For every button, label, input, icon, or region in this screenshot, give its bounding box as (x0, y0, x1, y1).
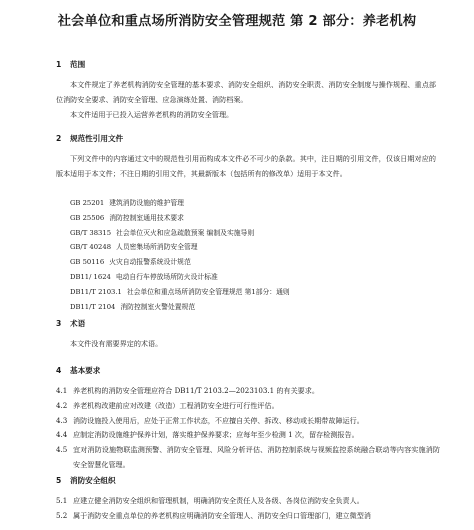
clause-text: 宜对消防设施物联监测预警、消防安全管理、风险分析评估、消防控制系统与视频监控系统融合联动等内容实施消防安全智慧化管理。 (73, 445, 440, 469)
clause-item (56, 399, 440, 414)
scope-paragraph-2: 本文件适用于已投入运营养老机构的消防安全管理。 (70, 110, 234, 119)
clause-item (56, 443, 440, 473)
reference-code: GB/T 40248 (70, 243, 112, 252)
clause-item (56, 428, 440, 443)
clause-number: 5.2 (56, 510, 68, 520)
reference-name: 社会单位和重点场所消防安全管理规范 第1部分：通则 (126, 287, 290, 296)
section-title: 消防安全组织 (70, 476, 116, 485)
scope-paragraph-1: 本文件规定了养老机构消防安全管理的基本要求、消防安全组织、消防安全职责、消防安全制度与操作规程、重点部位消防安全要求、消防安全管理、应急演练处置、消防档案。 (56, 80, 436, 104)
reference-code: DB11/ 1624 (70, 272, 111, 281)
reference-code: DB11/T 2104 (70, 302, 116, 311)
clause-item (56, 494, 440, 509)
reference-name: 社会单位灭火和应急疏散预案 编制及实施导则 (116, 228, 255, 237)
reference-list (70, 196, 290, 314)
section-number: 2 (56, 134, 62, 143)
reference-item (70, 240, 290, 255)
clause-text: 应建立健全消防安全组织和管理机制，明确消防安全责任人及各级、各岗位消防安全负责人。 (73, 496, 364, 505)
reference-item (70, 226, 290, 241)
section-title: 规范性引用文件 (70, 134, 124, 143)
references-intro: 下列文件中的内容通过文中的规范性引用而构成本文件必不可少的条款。其中，注日期的引用文件，仅该日期对应的版本适用于本文件；不注日期的引用文件，其最新版本（包括所有的修改单）适用于本文件。 (56, 154, 436, 178)
reference-name: 建筑消防设施的维护管理 (109, 199, 184, 207)
clause-item (56, 509, 440, 524)
reference-name: 消防控制室通用技术要求 (109, 213, 184, 222)
reference-code: DB11/T 2103.1 (70, 287, 122, 296)
clause-number: 4.3 (56, 415, 68, 425)
reference-code: GB 25506 (70, 213, 105, 222)
reference-item (70, 300, 290, 315)
reference-item (70, 255, 290, 270)
terms-paragraph: 本文件没有需要界定的术语。 (70, 339, 163, 348)
reference-item (70, 285, 290, 300)
section-4-heading (56, 365, 100, 376)
reference-item (70, 196, 290, 211)
section-1-heading (56, 59, 85, 70)
reference-name: 消防控制室火警处置规范 (120, 302, 196, 311)
reference-item (70, 211, 290, 226)
clause-item (56, 384, 440, 399)
reference-code: GB 50116 (70, 258, 105, 267)
clause-text: 应制定消防设施维护保养计划，落实维护保养要求；应每年至少检测 1 次，留存检测报告。 (73, 430, 359, 440)
clause-number: 4.5 (56, 445, 68, 455)
clause-text: 属于消防安全重点单位的养老机构应明确消防安全管理人、消防安全归口管理部门，建立微型消 (73, 510, 371, 520)
section-title: 术语 (70, 319, 86, 328)
reference-code: GB/T 38315 (70, 228, 112, 237)
section-2-heading (56, 133, 123, 144)
section-title: 基本要求 (70, 366, 101, 375)
section-number: 5 (56, 476, 62, 485)
reference-name: 人员密集场所消防安全管理 (116, 243, 198, 252)
clause-item (56, 414, 440, 429)
section-number: 4 (56, 366, 62, 375)
section-number: 3 (56, 319, 62, 328)
section-number: 1 (56, 60, 62, 69)
fire-safety-organization-list (56, 494, 440, 524)
clause-number: 4.4 (56, 430, 68, 440)
basic-requirements-list (56, 384, 440, 473)
clause-text: 养老机构改建前应对改建（改造）工程消防安全进行可行性评估。 (73, 400, 279, 410)
section-title: 范围 (70, 60, 86, 69)
document-title: 社会单位和重点场所消防安全管理规范 第 2 部分：养老机构 (57, 14, 417, 29)
clause-number: 4.2 (56, 400, 68, 410)
clause-number: 5.1 (56, 496, 68, 505)
reference-code: GB 25201 (70, 199, 105, 207)
reference-name: 火灾自动报警系统设计规范 (109, 258, 191, 267)
clause-text: 消防设施投入使用后，应处于正常工作状态，不应擅自关停、拆改、移动或长期带故障运行。 (73, 415, 364, 425)
reference-name: 电动自行车停放场所防火设计标准 (115, 272, 218, 281)
section-5-heading (56, 475, 116, 486)
clause-number: 4.1 (56, 386, 68, 395)
section-3-heading (56, 318, 85, 329)
clause-text: 养老机构的消防安全管理应符合 DB11/T 2103.2—2023103.1 的有关要求。 (73, 386, 319, 395)
reference-item (70, 270, 290, 285)
